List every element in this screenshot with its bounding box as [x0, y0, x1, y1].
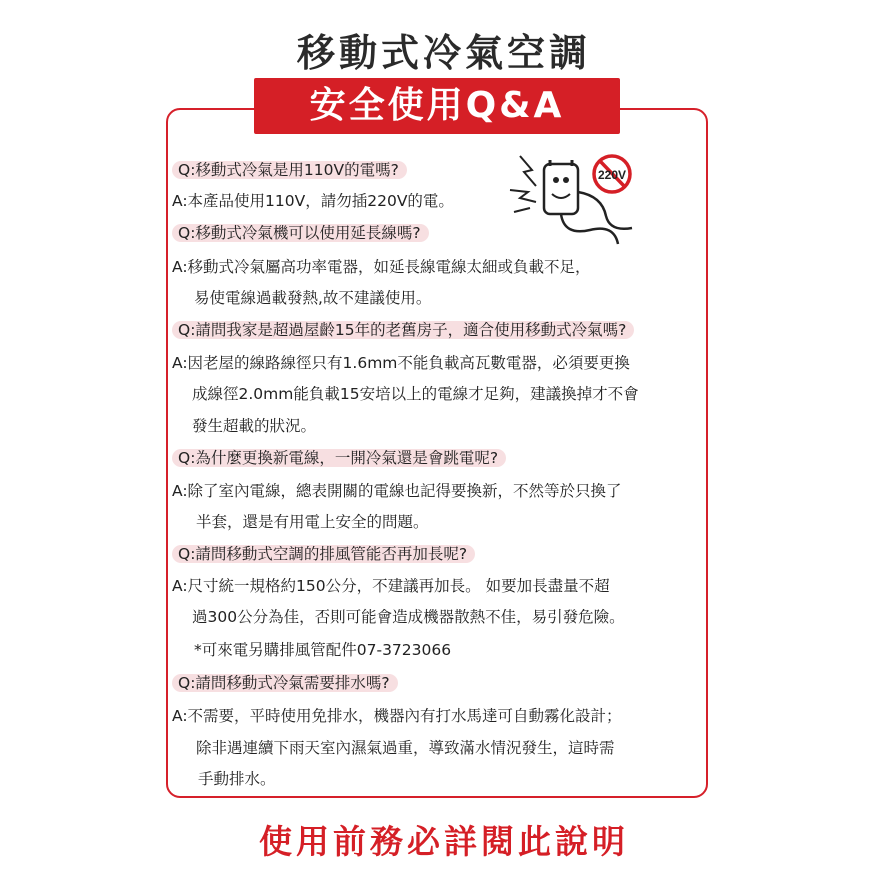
- answer-5-line-1: A:尺寸統一規格約150公分，不建議再加長。 如要加長盡量不超: [172, 577, 610, 595]
- answer-3-line-2: 成線徑2.0mm能負載15安培以上的電線才足夠，建議換掉才不會: [192, 385, 639, 403]
- footer-notice: 使用前務必詳閱此說明: [259, 822, 629, 861]
- answer-5-line-2: 過300公分為佳，否則可能會造成機器散熱不佳，易引發危險。: [192, 608, 625, 626]
- question-5: Q:請問移動式空調的排風管能否再加長呢?: [172, 545, 475, 563]
- answer-3-line-1: A:因老屋的線路線徑只有1.6mm不能負載高瓦數電器，必須要更換: [172, 354, 630, 372]
- answer-4-line-1: A:除了室內電線，總表開關的電線也記得要換新，不然等於只換了: [172, 482, 622, 500]
- answer-2-line-2: 易使電線過載發熱,故不建議使用。: [194, 289, 432, 307]
- answer-6-line-1: A:不需要，平時使用免排水，機器內有打水馬達可自動霧化設計；: [172, 707, 622, 725]
- answer-5-note: *可來電另購排風管配件07-3723066: [194, 641, 452, 659]
- question-1: Q:移動式冷氣是用110V的電嗎?: [172, 161, 407, 179]
- page-title: 移動式冷氣空調: [296, 31, 591, 75]
- question-6: Q:請問移動式冷氣需要排水嗎?: [172, 674, 398, 692]
- no-220v-plug-icon: [506, 146, 656, 250]
- answer-3-line-3: 發生超載的狀況。: [192, 417, 317, 435]
- answer-6-line-3: 手動排水。: [198, 770, 276, 788]
- question-4: Q:為什麼更換新電線，一開冷氣還是會跳電呢?: [172, 449, 506, 467]
- question-2: Q:移動式冷氣機可以使用延長線嗎?: [172, 224, 429, 242]
- answer-2-line-1: A:移動式冷氣屬高功率電器，如延長線電線太細或負載不足，: [172, 258, 591, 276]
- answer-1-line-1: A:本產品使用110V，請勿插220V的電。: [172, 192, 454, 210]
- question-3: Q:請問我家是超過屋齡15年的老舊房子，適合使用移動式冷氣嗎?: [172, 321, 634, 339]
- no-220v-label: 220V: [597, 168, 627, 182]
- answer-4-line-2: 半套，還是有用電上安全的問題。: [196, 513, 429, 531]
- answer-6-line-2: 除非遇連續下雨天室內濕氣過重，導致滿水情況發生，這時需: [196, 739, 615, 757]
- qa-banner: 安全使用Q&A: [254, 78, 620, 134]
